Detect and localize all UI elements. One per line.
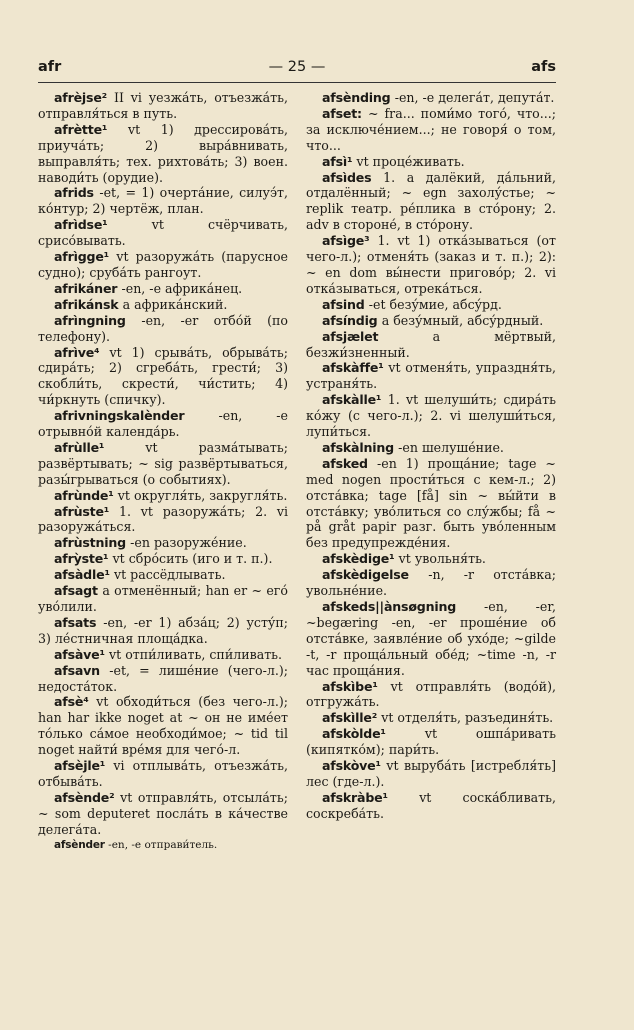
entry-headword: afsèjle¹ (54, 758, 114, 774)
dictionary-entry (38, 790, 288, 838)
dictionary-entry (306, 170, 556, 234)
entry-headword: afrìgge¹ (54, 249, 117, 265)
entry-definition: vt отменя́ть, упраздня́ть, устраня́ть. (306, 360, 557, 392)
entry-headword: afrùstning (54, 535, 131, 551)
entry-definition: a мёртвый, безжи́зненный. (306, 328, 556, 360)
entry-definition: 1. vt 1) отка́зываться (от чего-л.); отменя́ть (заказ и т. п.); 2): ~ en dom вы́нести пригово́р; 2. vi отка́зываться, отрека́ться. (306, 233, 556, 296)
dictionary-entry (306, 790, 556, 822)
entry-headword: afsìge³ (322, 233, 378, 249)
dictionary-entry (38, 488, 288, 504)
entry-definition: -en, -e делега́т, депута́т. (394, 90, 555, 105)
entry-definition: vt сбро́сить (иго и т. п.). (112, 551, 273, 567)
dictionary-entry (38, 297, 288, 313)
entry-definition: vi отплыва́ть, отъезжа́ть, отбыва́ть. (38, 758, 288, 789)
entry-headword: afsìdes (322, 169, 384, 185)
dictionary-entry (38, 440, 288, 488)
right-column (306, 90, 556, 822)
dictionary-entry (306, 599, 556, 679)
page-number: — 25 — (268, 59, 326, 75)
entry-headword: afsked (322, 455, 378, 471)
entry-definition: vt разма́тывать; развёртывать; ~ sig развёртываться, разы́грываться (о событиях). (38, 439, 288, 487)
dictionary-entry (306, 154, 556, 170)
entry-headword: afrivningskalènder (54, 408, 219, 424)
entry-headword: afskèdigelse (322, 567, 429, 583)
entry-definition: -n, -r отста́вка; увольне́ние. (306, 567, 556, 599)
entry-headword: afsì¹ (322, 153, 357, 169)
entry-headword: afsíndig (322, 312, 382, 328)
dictionary-entry (306, 360, 556, 392)
dictionary-entry (38, 249, 288, 281)
entry-headword: afrèjse² (54, 90, 114, 105)
entry-definition: -et, = 1) очерта́ние, силуэ́т, ко́нтур; 2) чертёж, план. (38, 185, 288, 217)
entry-headword: afrỳste¹ (54, 551, 113, 567)
dictionary-entry (38, 551, 288, 567)
entry-headword: afsè⁴ (54, 694, 97, 710)
entry-definition: vt выруба́ть [истребля́ть] лес (где-л.). (306, 758, 557, 789)
dictionary-entry (306, 233, 556, 297)
dictionary-entry (38, 281, 288, 297)
dictionary-entry (38, 694, 288, 758)
entry-headword: afsàdle¹ (54, 567, 114, 583)
entry-headword: afrùlle¹ (54, 439, 146, 455)
entry-definition: -en, -er отбо́й (по телефону). (38, 312, 288, 344)
dictionary-entry (38, 504, 288, 536)
header-right-word: afs (531, 59, 556, 75)
entry-definition: -en разоруже́ние. (130, 535, 247, 551)
entry-definition: -en, -er 1) абза́ц; 2) усту́п; 3) ле́стничная площа́дка. (38, 614, 288, 646)
dictionary-entry (38, 838, 288, 854)
entry-headword: afsind (322, 296, 369, 312)
entry-headword: afrìngning (54, 312, 142, 328)
entry-definition: 1. vt разоружа́ть; 2. vi разоружа́ться. (38, 503, 288, 535)
dictionary-entry (306, 392, 556, 440)
dictionary-entry (38, 217, 288, 249)
dictionary-entry (306, 551, 556, 567)
dictionary-entry (38, 408, 288, 440)
entry-definition: a африка́нский. (122, 296, 228, 312)
dictionary-entry (38, 615, 288, 647)
entry-definition: vt отправля́ть, отсыла́ть; ~ som deputeret посла́ть в ка́честве делега́та. (38, 789, 288, 837)
entry-headword: afskìbe¹ (322, 678, 391, 694)
entry-definition: vt рассёдлывать. (113, 567, 226, 583)
entry-definition: 1. a далёкий, да́льний, отдалённый; ~ egn захолу́стье; ~ replik театр. ре́плика в сто́рону; 2. adv в стороне́, в сто́рону. (306, 169, 556, 233)
dictionary-entry (38, 663, 288, 695)
dictionary-entry (306, 297, 556, 313)
entry-definition: vt соска́бливать, соскреба́ть. (306, 789, 556, 821)
dictionary-entry (306, 329, 556, 361)
entry-definition: 1. vt шелуши́ть; сдира́ть ко́жу (с чего-л.); 2. vi шелуши́ться, лупи́ться. (306, 392, 556, 440)
dictionary-entry (38, 313, 288, 345)
entry-headword: afsàve¹ (54, 646, 110, 662)
entry-definition: a безу́мный, абсу́рдный. (381, 312, 544, 328)
dictionary-entry (38, 758, 288, 790)
entry-headword: afskìlle² (322, 710, 382, 726)
entry-headword: afrìve⁴ (54, 344, 110, 360)
entry-definition: vt обходи́ться (без чего-л.); han har ikke noget at ~ он не име́ет то́лько са́мое необходи́мое; ~ tid til noget найти́ вре́мя для чего́-л. (38, 694, 289, 758)
dictionary-entry (306, 90, 556, 106)
entry-headword: afskàlle¹ (322, 392, 388, 408)
dictionary-entry (38, 647, 288, 663)
entry-headword: afskeds||ànsøgning (322, 599, 485, 614)
entry-headword: afrids (54, 185, 100, 201)
entry-definition: -en шелуше́ние. (398, 439, 504, 455)
dictionary-entry (38, 567, 288, 583)
entry-headword: afskàlning (322, 439, 399, 455)
left-column (38, 90, 288, 854)
entry-headword: afskràbe¹ (322, 789, 420, 805)
entry-definition: a отменённый; han er ~ его́ уво́лили. (38, 583, 288, 614)
dictionary-entry (306, 726, 556, 758)
entry-definition: -en, -e отрывно́й календа́рь. (38, 408, 288, 440)
page-header (38, 59, 556, 79)
entry-definition: vt отправля́ть (водо́й), отгружа́ть. (306, 678, 556, 710)
dictionary-entry (306, 106, 556, 154)
entry-headword: afskàffe¹ (322, 360, 389, 376)
entry-headword: afrùste¹ (54, 503, 120, 519)
entry-definition: vt 1) дрессирова́ть, приуча́ть; 2) выра́внивать, выправля́ть; тех. рихтова́ть; 3) воен. наводи́ть (орудие). (38, 121, 288, 185)
entry-headword: afsagt (54, 583, 103, 599)
entry-definition: -et безу́мие, абсу́рд. (368, 296, 502, 312)
dictionary-entry (38, 345, 288, 409)
entry-definition: vt отделя́ть, разъединя́ть. (381, 710, 554, 726)
entry-headword: afskèdige¹ (322, 551, 399, 567)
dictionary-entry (306, 679, 556, 711)
dictionary-entry (38, 185, 288, 217)
entry-definition: -en, -e африка́нец. (121, 280, 243, 296)
entry-headword: afsats (54, 614, 104, 630)
entry-headword: afsjælet (322, 328, 433, 344)
entry-headword: afrètte¹ (54, 121, 128, 137)
entry-definition: vt разоружа́ть (парусное судно); сруба́ть рангоут. (38, 249, 288, 280)
entry-headword: afrìdse¹ (54, 217, 152, 233)
entry-headword: afskòve¹ (322, 758, 387, 774)
dictionary-entry (38, 90, 288, 122)
entry-definition: -en, -e отправи́тель. (108, 838, 218, 851)
entry-definition: -en 1) проща́ние; tage ~ med nogen прости́ться с кем-л.; 2) отста́вка; tage [få] sin ~ вы́йти в отста́вку; уво́литься со слу́жбы; få ~ på gråt papir разг. быть уво́ленным без предупрежде́ния. (306, 455, 556, 551)
dictionary-entry (306, 456, 556, 551)
entry-headword: afsènding (322, 90, 395, 105)
entry-definition: vt отпи́ливать, спи́ливать. (109, 646, 283, 662)
header-left-word: afr (38, 59, 62, 75)
entry-definition: vt 1) срыва́ть, обрыва́ть; сдира́ть; 2) сгреба́ть, грести́; 3) скобли́ть, скрести́, чи́стить; 4) чи́ркнуть (спичку). (38, 344, 289, 408)
dictionary-entry (306, 440, 556, 456)
dictionary-entry (306, 710, 556, 726)
entry-headword: afsavn (54, 662, 110, 678)
entry-headword: afsènde² (54, 789, 121, 805)
entry-headword: afskòlde¹ (322, 726, 425, 742)
entry-definition: vt счёрчивать, срисо́вывать. (38, 217, 288, 249)
dictionary-entry (38, 583, 288, 615)
dictionary-entry (38, 122, 288, 186)
entry-definition: -en, -er, ~begæring -en, -er проше́ние об отста́вке, заявле́ние об ухо́де; ~gilde -t, -r проща́льный обе́д; ~time -n, -r час проща́ния. (306, 599, 556, 678)
entry-headword: afsènder (54, 838, 109, 851)
dictionary-entry (306, 313, 556, 329)
entry-headword: afrùnde¹ (54, 487, 118, 503)
dictionary-entry (38, 535, 288, 551)
dictionary-entry (306, 758, 556, 790)
entry-definition: vt проце́живать. (356, 153, 465, 169)
entry-headword: afset: (322, 105, 369, 121)
entry-definition: II vi уезжа́ть, отъезжа́ть, отправля́ться в путь. (38, 90, 288, 121)
entry-definition: vt округля́ть, закругля́ть. (117, 487, 288, 503)
entry-headword: afrikánsk (54, 296, 123, 312)
entry-definition: ~ fra... поми́мо того́, что...; за исключе́нием...; не говоря́ о том, что... (306, 105, 556, 153)
entry-definition: vt увольня́ть. (398, 551, 486, 567)
header-rule (38, 82, 556, 83)
entry-definition: vt ошпа́ривать (кипятко́м); пари́ть. (306, 726, 556, 758)
entry-headword: afrikáner (54, 280, 122, 296)
dictionary-entry (306, 567, 556, 599)
entry-definition: -et, = лише́ние (чего-л.); недоста́ток. (38, 662, 288, 694)
